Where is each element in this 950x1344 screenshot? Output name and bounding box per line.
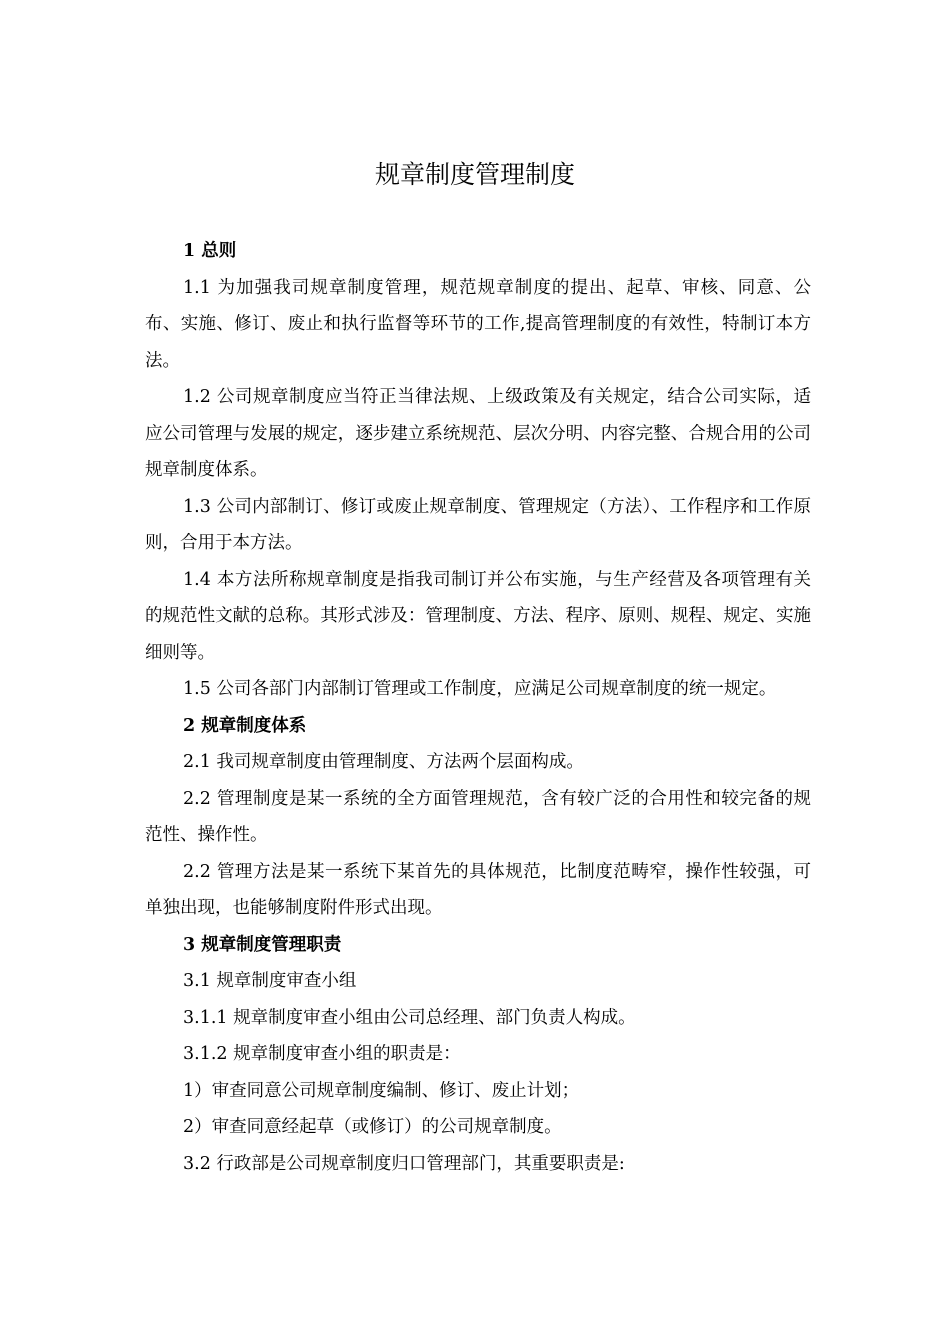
paragraph: 3.1.1 规章制度审查小组由公司总经理、部门负责人构成。 [183,1007,636,1028]
list-item: 2）审查同意经起草（或修订）的公司规章制度。 [183,1117,562,1137]
document-body [145,233,811,1182]
paragraph: 3.2 行政部是公司规章制度归口管理部门，其重要职责是: [183,1153,625,1174]
page-title: 规章制度管理制度 [374,160,575,189]
paragraph: 2.2 管理方法是某一系统下某首先的具体规范，比制度范畴窄，操作性较强，可单独出现，也能够制度附件形式出现。 [145,861,811,918]
paragraph: 2.2 管理制度是某一系统的全方面管理规范，含有较广泛的合用性和较完备的规范性、操作性。 [145,788,811,845]
paragraph: 2.1 我司规章制度由管理制度、方法两个层面构成。 [183,752,584,772]
section-heading: 1 总则 [183,241,237,261]
paragraph: 1.3 公司内部制订、修订或废止规章制度、管理规定（方法）、工作程序和工作原则，合用于本方法。 [145,496,811,553]
paragraph: 1.5 公司各部门内部制订管理或工作制度，应满足公司规章制度的统一规定。 [183,679,777,699]
section-heading: 3 规章制度管理职责 [183,934,342,955]
list-item: 1）审查同意公司规章制度编制、修订、废止计划； [183,1080,580,1101]
paragraph: 1.2 公司规章制度应当符正当律法规、上级政策及有关规定，结合公司实际，适应公司管理与发展的规定，逐步建立系统规范、层次分明、内容完整、合规合用的公司规章制度体系。 [145,387,811,480]
paragraph: 3.1 规章制度审查小组 [183,971,357,991]
paragraph: 3.1.2 规章制度审查小组的职责是： [183,1044,461,1064]
section-heading: 2 规章制度体系 [183,715,307,736]
paragraph: 1.4 本方法所称规章制度是指我司制订并公布实施，与生产经营及各项管理有关的规范性文献的总称。其形式涉及：管理制度、方法、程序、原则、规程、规定、实施细则等。 [145,569,811,663]
paragraph: 1.1 为加强我司规章制度管理，规范规章制度的提出、起草、审核、同意、公布、实施、修订、废止和执行监督等环节的工作,提高管理制度的有效性，特制订本方法。 [145,277,811,371]
